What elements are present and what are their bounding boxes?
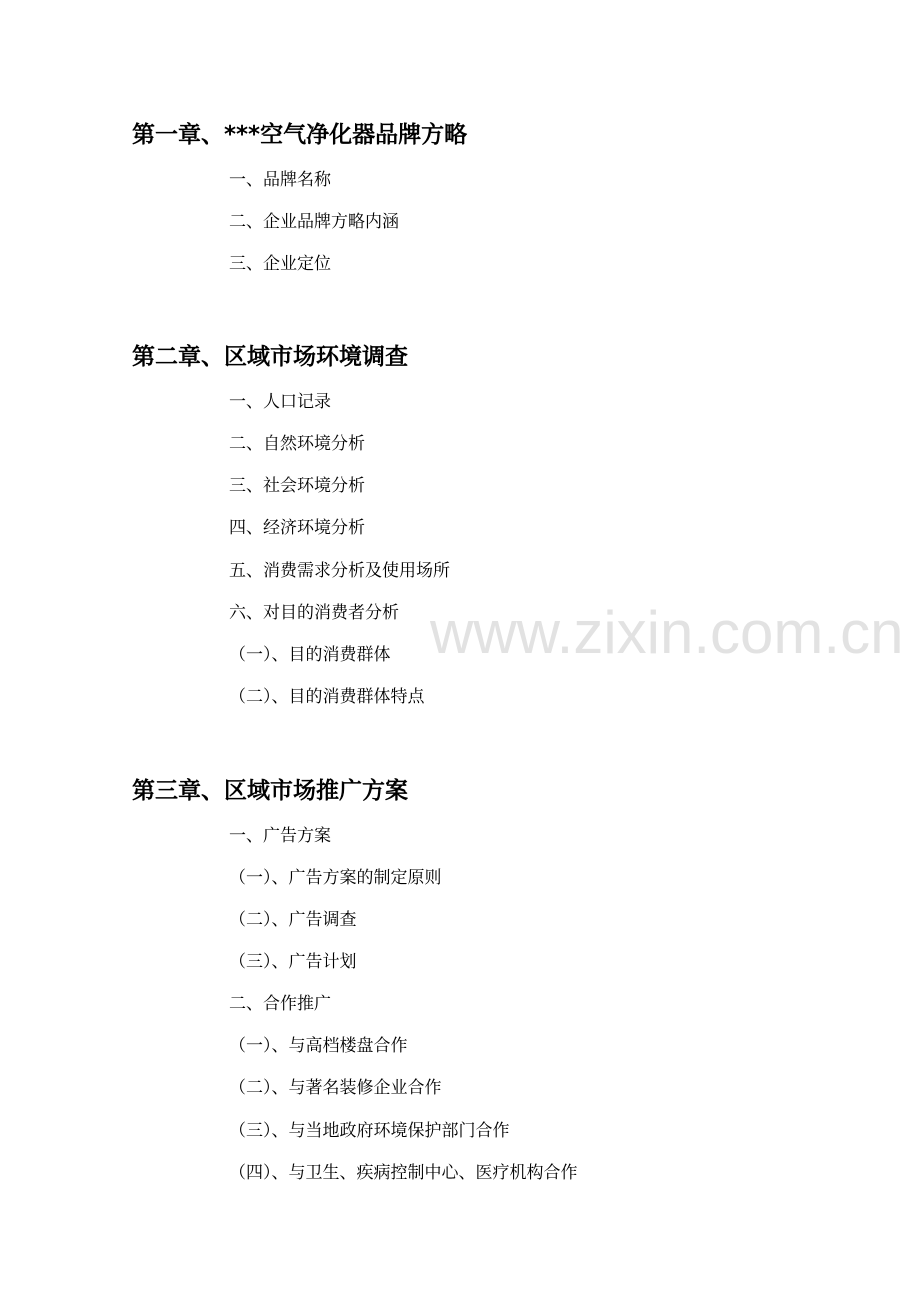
chapter-3-item-2: （一）、广告方案的制定原则 bbox=[229, 868, 442, 888]
chapter-2-item-1: 一、人口记录 bbox=[229, 392, 331, 412]
chapter-3-item-9: （四）、与卫生、疾病控制中心、医疗机构合作 bbox=[229, 1163, 578, 1183]
chapter-1-item-1: 一、品牌名称 bbox=[229, 170, 331, 190]
chapter-3-item-4: （三）、广告计划 bbox=[229, 952, 357, 972]
chapter-1-item-3: 三、企业定位 bbox=[229, 254, 331, 274]
watermark: www.zixin.com.cn bbox=[430, 599, 904, 666]
chapter-3-item-8: （三）、与当地政府环境保护部门合作 bbox=[229, 1121, 510, 1141]
chapter-3-title: 第三章、区域市场推广方案 bbox=[132, 778, 408, 804]
chapter-3-item-6: （一）、与高档楼盘合作 bbox=[229, 1036, 408, 1056]
chapter-3-item-5: 二、合作推广 bbox=[229, 994, 331, 1014]
chapter-2-item-3: 三、社会环境分析 bbox=[229, 476, 365, 496]
chapter-1-title: 第一章、***空气净化器品牌方略 bbox=[132, 122, 468, 148]
chapter-2-item-8: （二）、目的消费群体特点 bbox=[229, 687, 425, 707]
chapter-2-item-2: 二、自然环境分析 bbox=[229, 434, 365, 454]
chapter-2-title: 第二章、区域市场环境调查 bbox=[132, 344, 408, 370]
chapter-2-item-6: 六、对目的消费者分析 bbox=[229, 603, 399, 623]
chapter-2-item-5: 五、消费需求分析及使用场所 bbox=[229, 561, 450, 581]
chapter-3-item-7: （二）、与著名装修企业合作 bbox=[229, 1078, 442, 1098]
chapter-2-item-4: 四、经济环境分析 bbox=[229, 518, 365, 538]
chapter-3-item-1: 一、广告方案 bbox=[229, 826, 331, 846]
chapter-2-item-7: （一）、目的消费群体 bbox=[229, 645, 391, 665]
chapter-3-item-3: （二）、广告调查 bbox=[229, 910, 357, 930]
chapter-1-item-2: 二、企业品牌方略内涵 bbox=[229, 212, 399, 232]
